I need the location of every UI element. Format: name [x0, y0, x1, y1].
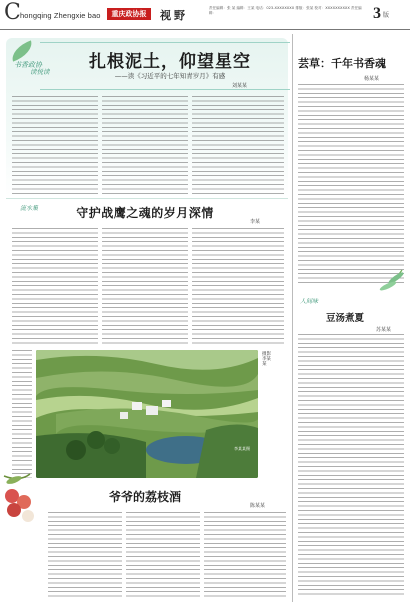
masthead-brand: 重庆政协报 [107, 8, 151, 20]
article2-kicker: 流水集 [20, 205, 39, 212]
decorative-wave-line [40, 89, 290, 90]
section-rule [6, 198, 288, 199]
article2-byline: 李某 [250, 219, 261, 225]
article1-body-column [12, 96, 98, 194]
article3-byline: 陈某某 [250, 503, 266, 509]
sidebar1-headline: 芸草：千年书香魂 [298, 57, 386, 70]
article1-subheadline: ——读《习近平的七年知青岁月》有感 [114, 72, 226, 80]
article4-headline: 豆汤煮夏 [326, 313, 365, 324]
masthead [0, 0, 410, 30]
masthead-info: 责任编辑：张 某 编辑：王某 电话：023-XXXXXXXX 排版：张某 校对：XXXXXXXXXX 责任编辑： [209, 6, 362, 15]
sidebar1-byline: 杨某某 [364, 76, 380, 82]
article1-kicker-sub: 读悦读 [30, 68, 50, 76]
article2-body-column [192, 228, 284, 344]
masthead-title-en: hongqing Zhengxie bao [20, 11, 101, 20]
column-divider [292, 34, 293, 602]
article1-byline: 刘某某 [232, 83, 248, 89]
page-label: 版 [383, 12, 390, 19]
article1-body-column [102, 96, 188, 194]
article4-byline: 苏某某 [376, 327, 392, 333]
photo-caption-vertical: 摄影 李某某 [262, 352, 271, 368]
landscape-photo [36, 350, 258, 478]
article1-headline: 扎根泥土，仰望星空 [89, 52, 251, 72]
article4-body-column [298, 334, 404, 598]
article3-body-column [48, 512, 122, 598]
article1-kicker: 书香政协 [14, 61, 42, 69]
masthead-rule [0, 29, 410, 30]
article3-body-column [204, 512, 286, 598]
masthead-logo-letter: C [4, 0, 21, 25]
masthead-section: 视野 [160, 9, 188, 22]
sidebar1-body-column [298, 84, 404, 284]
lychee-illustration [0, 470, 48, 530]
article2-headline: 守护战鹰之魂的岁月深情 [76, 206, 214, 220]
article1-body-column [192, 96, 284, 194]
article4-kicker: 人间味 [300, 298, 319, 305]
article2-body-column [102, 228, 188, 344]
bamboo-leaf-icon [372, 268, 408, 304]
photo-credit: 李某某摄 [234, 446, 250, 451]
article3-body-column [126, 512, 200, 598]
article2-body-column [12, 228, 98, 344]
page-number: 3 [373, 5, 381, 22]
article2-body-column [12, 350, 32, 478]
article3-headline: 爷爷的荔枝酒 [108, 490, 181, 504]
decorative-wave-line [40, 42, 290, 43]
